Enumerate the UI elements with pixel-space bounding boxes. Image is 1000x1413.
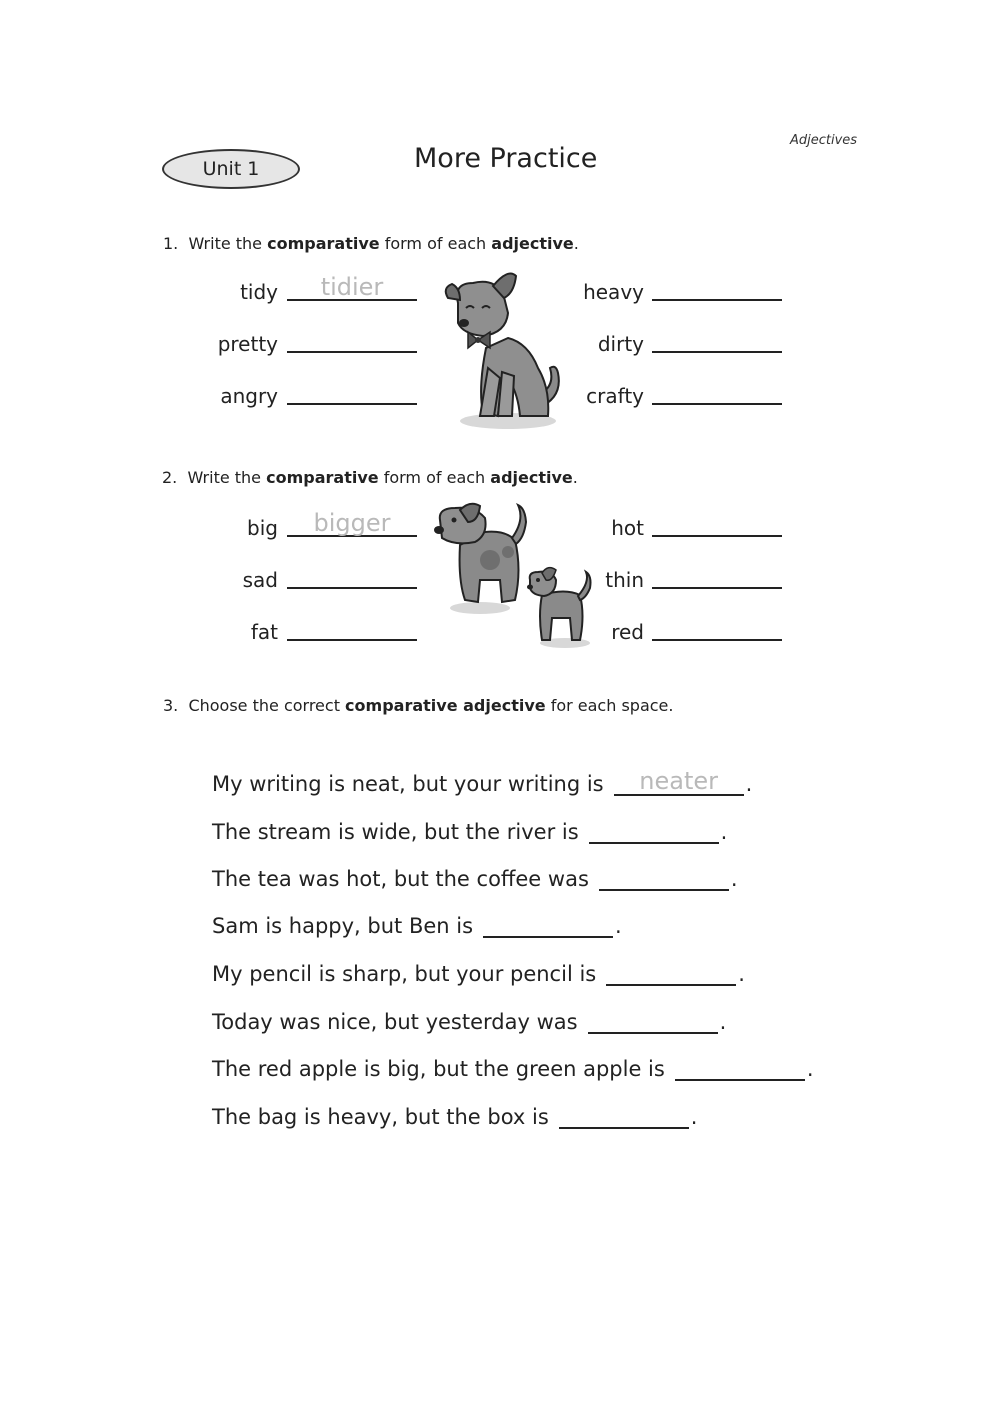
word-label: thin [605,568,644,592]
section2-instruction: 2. Write the comparative form of each adjective. [162,468,578,487]
word-label: crafty [586,384,644,408]
sentence-row [212,863,738,891]
sentence-period: . [730,867,738,891]
instruction-number: 3. [163,696,179,715]
answer-blank[interactable] [287,613,417,641]
instruction-number: 2. [162,468,178,487]
sentence-text: My pencil is sharp, but your pencil is [212,962,597,986]
unit-badge [162,149,300,189]
sitting-dog-illustration [438,268,573,433]
sentence-text: The red apple is big, but the green apple is [212,1057,665,1081]
sentence-period: . [615,914,622,938]
sentence-text: The tea was hot, but the coffee was [212,867,589,891]
answer-blank[interactable] [652,325,782,353]
sentence-row [212,1053,814,1081]
answer-blank[interactable] [599,863,729,891]
answer-blank[interactable] [589,816,719,844]
answer-blank[interactable] [652,273,782,301]
sentence-period: . [745,772,753,796]
answer-blank[interactable] [652,613,782,641]
word-label: angry [220,384,278,408]
sentence-row [212,1006,726,1034]
answer-blank[interactable] [675,1053,805,1081]
answer-blank[interactable] [287,325,417,353]
sentence-period: . [690,1105,698,1129]
answer-blank[interactable] [606,958,736,986]
page-title: More Practice [414,143,598,174]
answer-blank[interactable] [652,561,782,589]
word-label: big [247,516,278,540]
section3-instruction: 3. Choose the correct comparative adjective for each space. [163,696,674,715]
instruction-number: 1. [163,234,179,253]
word-label: fat [250,620,278,644]
sentence-row [212,1101,697,1129]
word-label: heavy [583,280,644,304]
big-and-small-dogs-illustration [430,500,595,650]
sentence-row [212,958,745,986]
word-label: tidy [240,280,278,304]
answer-blank[interactable] [559,1101,689,1129]
sentence-text: The stream is wide, but the river is [212,820,579,844]
sentence-text: The bag is heavy, but the box is [212,1105,549,1129]
sentence-period: . [719,1010,727,1034]
answer-blank[interactable]: neater [614,768,744,796]
answer-blank[interactable] [652,377,782,405]
sentence-period: . [806,1057,814,1081]
answer-blank[interactable]: bigger [287,509,417,537]
answer-blank[interactable]: tidier [287,273,417,301]
sentence-period: . [738,962,745,986]
sentence-period: . [720,820,728,844]
word-label: red [611,620,644,644]
section1-instruction: 1. Write the comparative form of each adjective. [163,234,579,253]
sentence-text: Sam is happy, but Ben is [212,914,474,938]
word-label: dirty [597,332,644,356]
word-label: hot [611,516,644,540]
sentence-row [212,816,727,844]
word-label: pretty [217,332,278,356]
answer-blank[interactable] [483,910,613,938]
answer-blank[interactable] [287,561,417,589]
sentence-text: Today was nice, but yesterday was [212,1010,578,1034]
sentence-row [212,768,752,796]
sentence-row [212,910,622,938]
unit-label: Unit 1 [202,158,260,180]
sentence-text: My writing is neat, but your writing is [212,772,604,796]
answer-blank[interactable] [287,377,417,405]
answer-blank[interactable] [588,1006,718,1034]
word-label: sad [242,568,278,592]
topic-label: Adjectives [790,133,858,148]
answer-blank[interactable] [652,509,782,537]
